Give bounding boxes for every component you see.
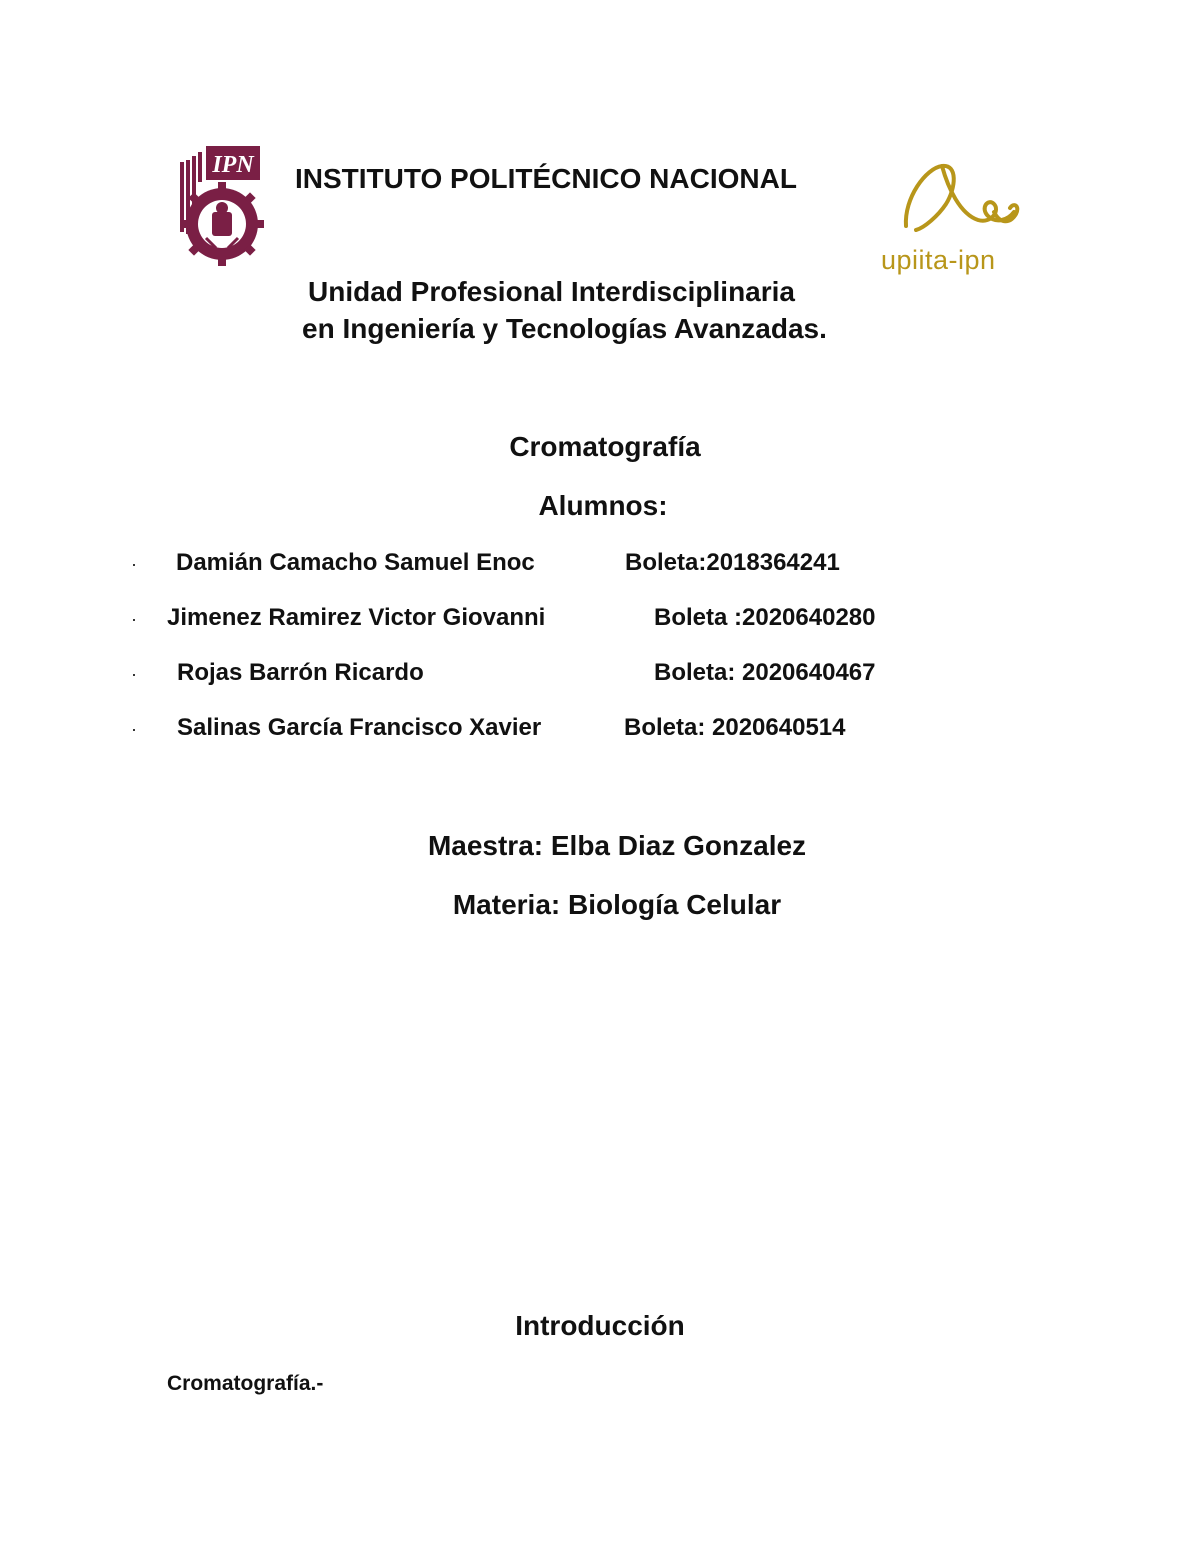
- ipn-logo-text: IPN: [212, 152, 254, 178]
- section-label: Cromatografía.-: [167, 1372, 324, 1395]
- bullet: ·: [131, 554, 137, 574]
- ipn-logo: [172, 142, 268, 270]
- bullet: ·: [131, 609, 137, 629]
- student-name: Rojas Barrón Ricardo: [177, 659, 424, 686]
- student-name: Salinas García Francisco Xavier: [177, 714, 542, 741]
- unit-name-line-1: Unidad Profesional Interdisciplinaria: [308, 276, 795, 307]
- unit-name-line-2: en Ingeniería y Tecnologías Avanzadas.: [302, 313, 827, 344]
- bullet: ·: [131, 719, 137, 739]
- student-name: Jimenez Ramirez Victor Giovanni: [167, 604, 546, 631]
- subject-name: Materia: Biología Celular: [452, 889, 782, 920]
- student-boleta: Boleta: 2020640514: [624, 714, 846, 741]
- student-boleta: Boleta:2018364241: [625, 549, 840, 576]
- teacher-name: Maestra: Elba Diaz Gonzalez: [427, 830, 807, 861]
- introduction-heading: Introducción: [515, 1310, 685, 1341]
- student-boleta: Boleta :2020640280: [654, 604, 876, 631]
- student-name: Damián Camacho Samuel Enoc: [176, 549, 535, 576]
- document-topic: Cromatografía: [509, 431, 701, 462]
- student-boleta: Boleta: 2020640467: [654, 659, 876, 686]
- upiita-logo-text: upiita-ipn: [881, 245, 996, 275]
- institution-title: INSTITUTO POLITÉCNICO NACIONAL: [295, 163, 797, 194]
- bullet: ·: [131, 664, 137, 684]
- students-heading: Alumnos:: [538, 490, 668, 521]
